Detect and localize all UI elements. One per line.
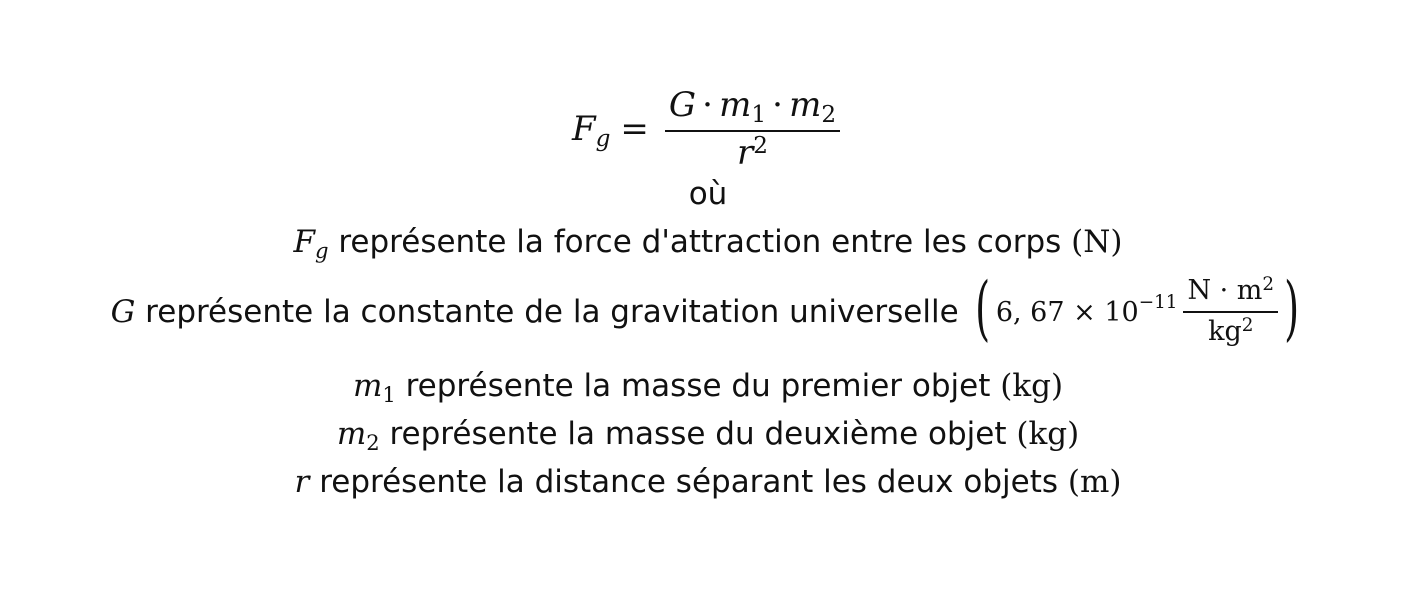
definition-fg-unit: (N) <box>1071 224 1123 260</box>
constant-unit-denominator <box>1208 313 1253 349</box>
formula-denominator <box>737 132 768 172</box>
definition-m2-symbol: m <box>336 416 367 452</box>
definition-m1-text: représente la masse du premier objet <box>395 368 1001 404</box>
definition-m2-text: représente la masse du deuxième objet <box>379 416 1017 452</box>
definition-fg <box>0 222 1416 262</box>
constant-unit-fraction <box>1183 275 1278 349</box>
definition-r-text: représente la distance séparant les deux objets <box>309 464 1068 500</box>
unit-numerator-text: N · m <box>1187 275 1263 306</box>
numerator-m2: m <box>789 85 822 125</box>
definition-r-unit: (m) <box>1067 464 1122 500</box>
definition-g <box>0 262 1416 362</box>
constant-mantissa: 6, 67 × 10 <box>995 296 1139 328</box>
numerator-m2-subscript: 2 <box>821 102 837 129</box>
constant-unit-numerator <box>1183 275 1278 311</box>
definition-fg-symbol: F <box>293 224 316 260</box>
definition-m2-unit: (kg) <box>1016 416 1080 452</box>
denominator-r: r <box>736 133 754 173</box>
where-label-text: où <box>688 176 728 212</box>
denominator-r-exponent: 2 <box>753 132 768 159</box>
definition-m1-symbol: m <box>352 368 383 404</box>
definition-m1-unit: (kg) <box>1000 368 1064 404</box>
definition-m2 <box>0 414 1416 454</box>
numerator-m1: m <box>719 85 752 125</box>
unit-denominator-text: kg <box>1208 316 1242 347</box>
formula-fraction <box>665 86 840 172</box>
definition-r-symbol: r <box>294 464 310 500</box>
definition-m2-subscript: 2 <box>366 429 380 455</box>
numerator-dot-1: · <box>702 85 713 125</box>
definition-g-constant-value: 6, 67 × 10 −11 $\frac{N \cdot m^2}{kg^2}$ <box>996 275 1278 349</box>
newton-gravitation-formula <box>0 86 1416 172</box>
definition-g-open-paren: ( <box>974 267 990 349</box>
unit-denominator-exponent: 2 <box>1241 315 1254 337</box>
where-label <box>0 174 1416 214</box>
definition-m1 <box>0 366 1416 406</box>
definition-fg-subscript: g <box>315 237 329 263</box>
definition-fg-text: représente la force d'attraction entre les corps <box>328 224 1072 260</box>
definition-g-text: représente la constante de la gravitation universelle <box>135 294 969 330</box>
definition-g-symbol: G <box>110 294 136 330</box>
definition-g-close-paren: ) <box>1284 267 1300 349</box>
formula-lhs-subscript: g <box>595 126 611 153</box>
formula-lhs-symbol: F <box>571 109 596 149</box>
definition-r <box>0 462 1416 502</box>
formula-equals-sign: = <box>620 109 649 149</box>
formula-numerator <box>665 86 840 130</box>
numerator-dot-2: · <box>772 85 783 125</box>
unit-numerator-exponent: 2 <box>1262 274 1275 296</box>
numerator-g: G <box>668 85 697 125</box>
definition-m1-subscript: 1 <box>382 381 396 407</box>
formula-lhs <box>571 109 611 153</box>
numerator-m1-subscript: 1 <box>751 102 767 129</box>
